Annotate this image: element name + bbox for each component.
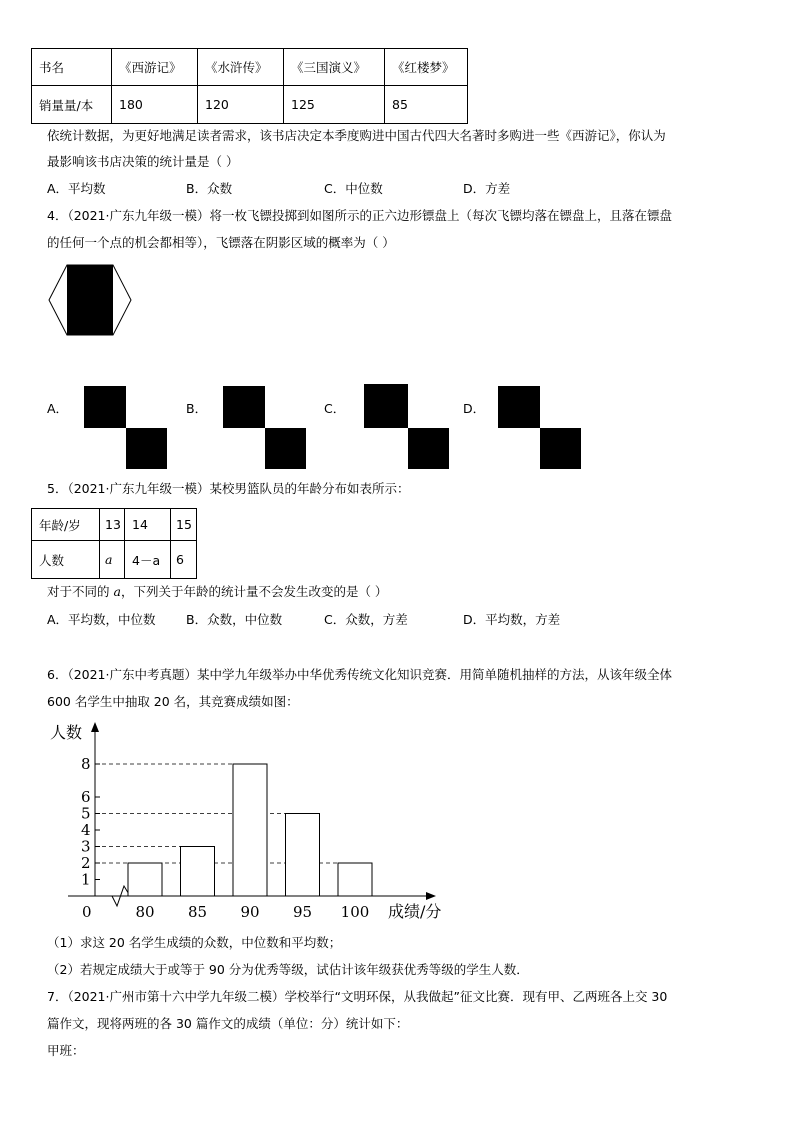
table-cell: 15 bbox=[171, 509, 197, 541]
y-tick-label: 8 bbox=[81, 755, 91, 773]
q6-sub1: （1）求这 20 名学生成绩的众数，中位数和平均数； bbox=[47, 935, 342, 950]
x-tick-label: 95 bbox=[292, 903, 313, 921]
option-b-shape bbox=[223, 386, 307, 470]
age-distribution-table bbox=[31, 508, 197, 579]
q5-option-b: B．众数，中位数 bbox=[186, 612, 283, 627]
table-header-cell: 《水浒传》 bbox=[198, 49, 284, 86]
y-tick-label: 5 bbox=[81, 804, 91, 823]
option-d-shape bbox=[498, 386, 582, 470]
hexagon-dartboard-figure bbox=[48, 264, 132, 336]
y-tick-label: 2 bbox=[81, 854, 91, 872]
table-header-cell: 《西游记》 bbox=[112, 49, 198, 86]
bar bbox=[286, 814, 320, 897]
table-cell: 13 bbox=[100, 509, 125, 541]
bar bbox=[233, 764, 267, 896]
origin-label: 0 bbox=[82, 903, 92, 921]
q5-text-line2 bbox=[47, 584, 387, 600]
table-header-cell: 《三国演义》 bbox=[284, 49, 385, 86]
q5-text-line1: 5．（2021·广东九年级一模）某校男篮队员的年龄分布如表所示： bbox=[47, 481, 410, 496]
q7-text-line1: 7．（2021·广州市第十六中学九年级二模）学校举行“文明环保，从我做起”征文比赛．现有甲、乙两班各上交 30 bbox=[47, 989, 668, 1004]
x-axis-arrow bbox=[426, 892, 436, 900]
variable-a: a bbox=[113, 584, 121, 599]
q3-text-line2: 最影响该书店决策的统计量是（ ） bbox=[47, 154, 239, 169]
q7-text-line2: 篇作文，现将两班的各 30 篇作文的成绩（单位：分）统计如下： bbox=[47, 1016, 409, 1031]
table-cell: a bbox=[100, 541, 125, 579]
q4-option-c-label: C． bbox=[324, 401, 346, 416]
q6-sub2: （2）若规定成绩大于或等于 90 分为优秀等级，试估计该年级获优秀等级的学生人数． bbox=[47, 962, 529, 977]
table-cell: 销量量/本 bbox=[32, 86, 112, 124]
x-tick-label: 85 bbox=[187, 903, 208, 921]
x-axis-label: 成绩/分 bbox=[388, 902, 442, 921]
q4-option-a-label: A． bbox=[47, 401, 69, 416]
q3-text-line1: 依统计数据，为更好地满足读者需求，该书店决定本季度购进中国古代四大名著时多购进一些《西游记》，你认为 bbox=[47, 128, 666, 143]
table-cell: 125 bbox=[284, 86, 385, 124]
q3-option-a: A．平均数 bbox=[47, 181, 106, 196]
table-header-cell: 书名 bbox=[32, 49, 112, 86]
x-tick-label: 90 bbox=[240, 903, 260, 921]
table-header-cell: 《红楼梦》 bbox=[385, 49, 468, 86]
q5-option-c: C．众数，方差 bbox=[324, 612, 408, 627]
q3-option-c: C．中位数 bbox=[324, 181, 383, 196]
table-cell: 6 bbox=[171, 541, 197, 579]
table-cell: 年龄/岁 bbox=[32, 509, 100, 541]
q6-text-line2: 600 名学生中抽取 20 名，其竞赛成绩如图： bbox=[47, 694, 299, 709]
shaded-region bbox=[67, 265, 113, 335]
q3-option-d: D．方差 bbox=[463, 181, 511, 196]
book-sales-table bbox=[31, 48, 468, 124]
x-tick-label: 100 bbox=[340, 903, 370, 921]
x-tick-label: 80 bbox=[135, 903, 155, 921]
q5-text-line2-start: 对于不同的 bbox=[47, 584, 114, 599]
score-bar-chart bbox=[40, 718, 460, 928]
q3-option-b: B．众数 bbox=[186, 181, 233, 196]
y-tick-label: 4 bbox=[81, 821, 91, 839]
y-tick-label: 1 bbox=[81, 870, 91, 889]
table-cell: 120 bbox=[198, 86, 284, 124]
table-cell: 180 bbox=[112, 86, 198, 124]
q4-option-b-label: B． bbox=[186, 401, 208, 416]
table-cell: 人数 bbox=[32, 541, 100, 579]
q5-option-d: D．平均数，方差 bbox=[463, 612, 561, 627]
y-axis-label: 人数 bbox=[50, 723, 83, 742]
q4-text-line2: 的任何一个点的机会都相等），飞镖落在阴影区域的概率为（ ） bbox=[47, 235, 395, 250]
q4-text-line1: 4．（2021·广东九年级一模）将一枚飞镖投掷到如图所示的正六边形镖盘上（每次飞镖均落在镖盘上，且落在镖盘 bbox=[47, 208, 672, 223]
option-c-shape bbox=[364, 384, 450, 470]
bar bbox=[338, 863, 372, 896]
y-tick-label: 6 bbox=[81, 788, 91, 806]
bar bbox=[181, 847, 215, 897]
q6-text-line1: 6．（2021·广东中考真题）某中学九年级举办中华优秀传统文化知识竞赛．用简单随机抽样的方法，从该年级全体 bbox=[47, 667, 672, 682]
table-cell: 14 bbox=[125, 509, 171, 541]
option-a-shape bbox=[84, 386, 168, 470]
bar bbox=[128, 863, 162, 896]
q5-text-line2-end: ，下列关于年龄的统计量不会发生改变的是（ ） bbox=[120, 584, 388, 599]
q4-option-d-label: D． bbox=[463, 401, 486, 416]
y-tick-label: 3 bbox=[81, 837, 91, 856]
table-cell: 4－a bbox=[125, 541, 171, 579]
y-axis-arrow bbox=[91, 722, 99, 732]
table-cell: 85 bbox=[385, 86, 468, 124]
q7-text-line3: 甲班： bbox=[47, 1043, 85, 1058]
q5-option-a: A．平均数，中位数 bbox=[47, 612, 156, 627]
